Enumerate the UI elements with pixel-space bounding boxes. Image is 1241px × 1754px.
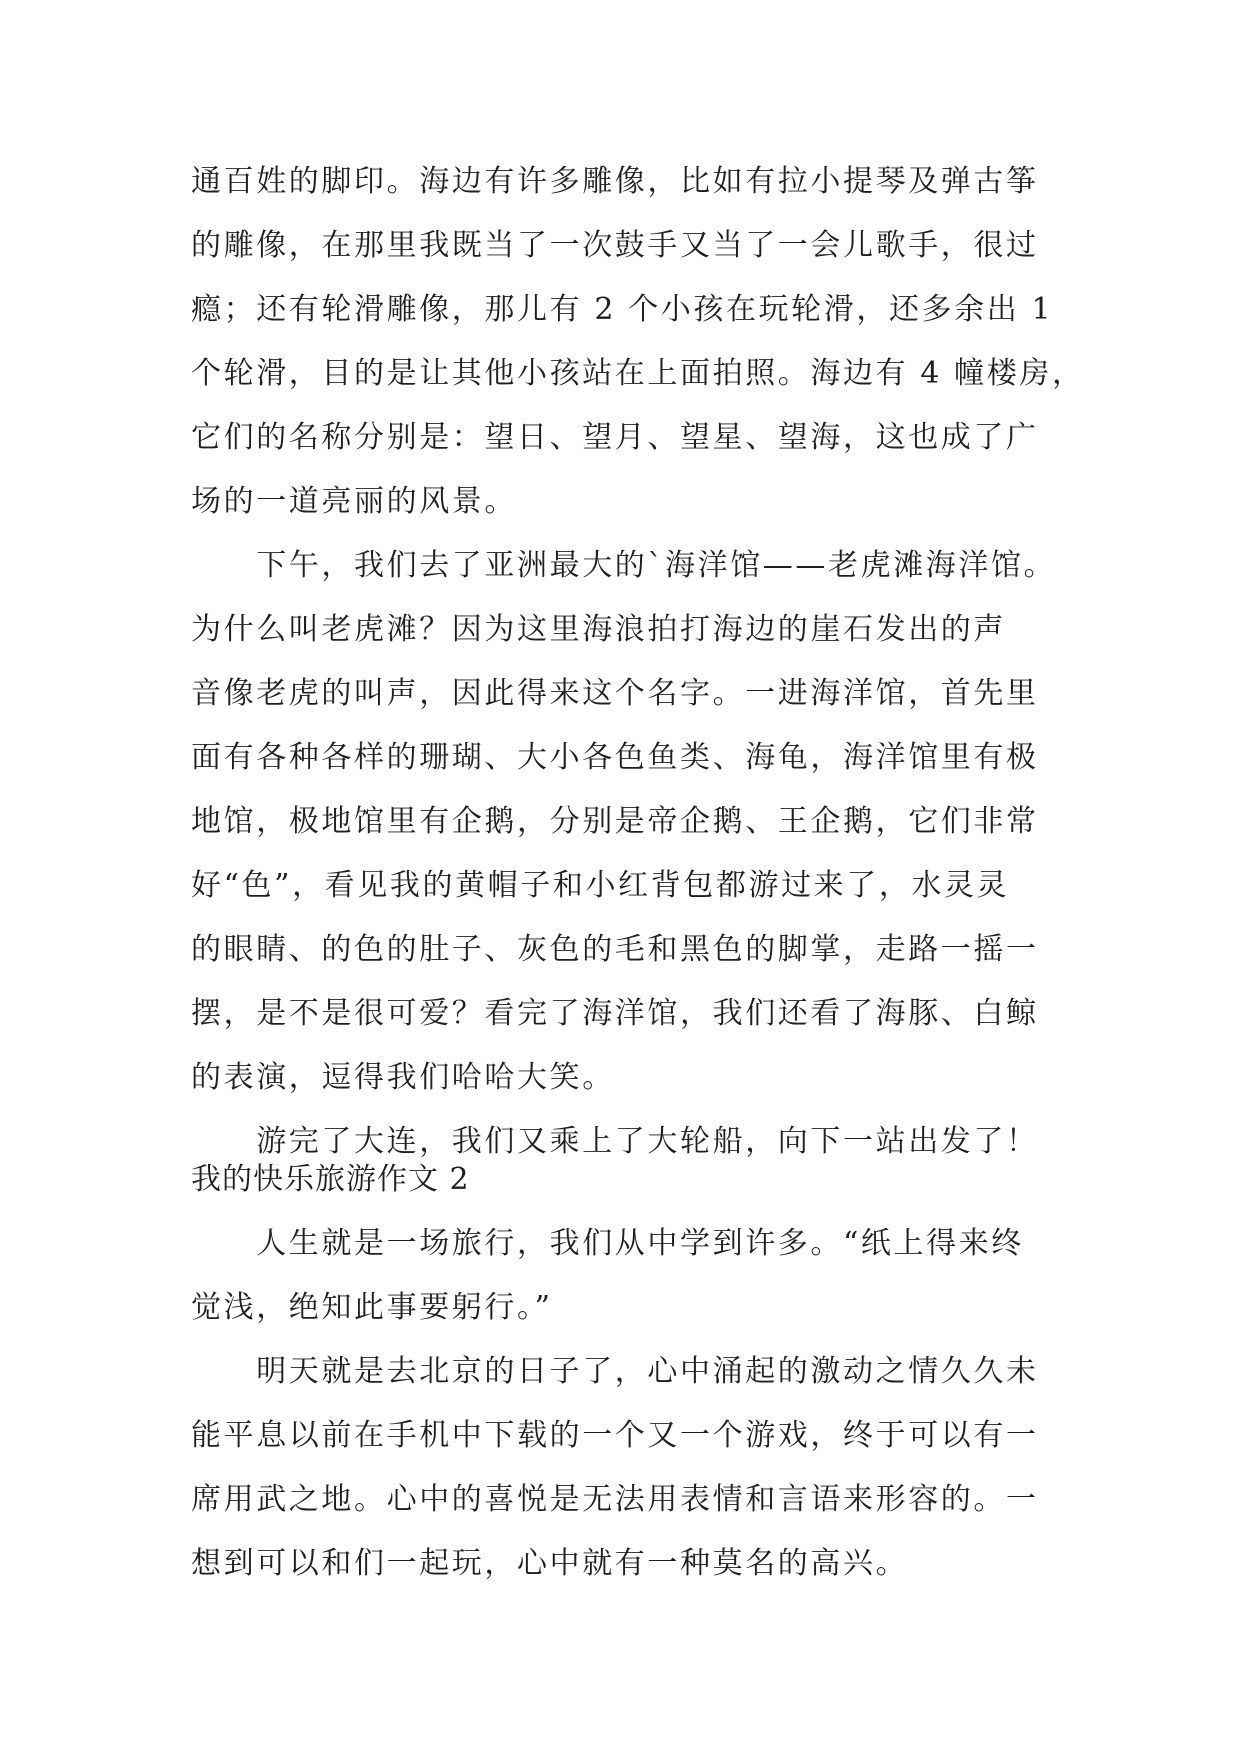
text-line: 能平息以前在手机中下载的一个又一个游戏，终于可以有一: [191, 1418, 1039, 1453]
text-line: 觉浅，绝知此事要躬行。”: [191, 1290, 553, 1325]
text-line: 游完了大连，我们又乘上了大轮船，向下一站出发了！: [191, 1124, 1039, 1159]
text-line: 想到可以和们一起玩，心中就有一种莫名的高兴。: [191, 1546, 909, 1581]
text-line: 摆，是不是很可爱？看完了海洋馆，我们还看了海豚、白鲸: [191, 996, 1039, 1031]
text-line: 明天就是去北京的日子了，心中涌起的激动之情久久未: [191, 1354, 1039, 1389]
essay-2-title: 我的快乐旅游作文 2: [191, 1162, 470, 1197]
text-line: 的表演，逗得我们哈哈大笑。: [191, 1060, 615, 1095]
text-line: 人生就是一场旅行，我们从中学到许多。“纸上得来终: [191, 1226, 1024, 1261]
text-line: 它们的名称分别是：望日、望月、望星、望海，这也成了广: [191, 420, 1039, 455]
text-line: 地馆，极地馆里有企鹅，分别是帝企鹅、王企鹅，它们非常: [191, 804, 1039, 839]
text-line: 席用武之地。心中的喜悦是无法用表情和言语来形容的。一: [191, 1482, 1039, 1517]
text-line: 通百姓的脚印。海边有许多雕像，比如有拉小提琴及弹古筝: [191, 164, 1039, 199]
text-line: 面有各种各样的珊瑚、大小各色鱼类、海龟，海洋馆里有极: [191, 740, 1039, 775]
essay-2-body: [191, 1212, 1051, 1596]
text-line: 的雕像，在那里我既当了一次鼓手又当了一会儿歌手，很过: [191, 228, 1039, 263]
text-line: 瘾；还有轮滑雕像，那儿有 2 个小孩在玩轮滑，还多余出 1: [191, 292, 1054, 327]
text-line: 场的一道亮丽的风景。: [191, 484, 517, 519]
text-line: 为什么叫老虎滩？因为这里海浪拍打海边的崖石发出的声: [191, 612, 1006, 647]
text-line: 好“色”，看见我的黄帽子和小红背包都游过来了，水灵灵: [191, 868, 1010, 903]
essay-1-body: [191, 150, 1085, 1174]
text-line: 音像老虎的叫声，因此得来这个名字。一进海洋馆，首先里: [191, 676, 1039, 711]
text-line: 的眼睛、的色的肚子、灰色的毛和黑色的脚掌，走路一摇一: [191, 932, 1039, 967]
text-line: 个轮滑，目的是让其他小孩站在上面拍照。海边有 4 幢楼房，: [191, 356, 1085, 391]
text-line: 下午，我们去了亚洲最大的`海洋馆——老虎滩海洋馆。: [191, 548, 1057, 583]
